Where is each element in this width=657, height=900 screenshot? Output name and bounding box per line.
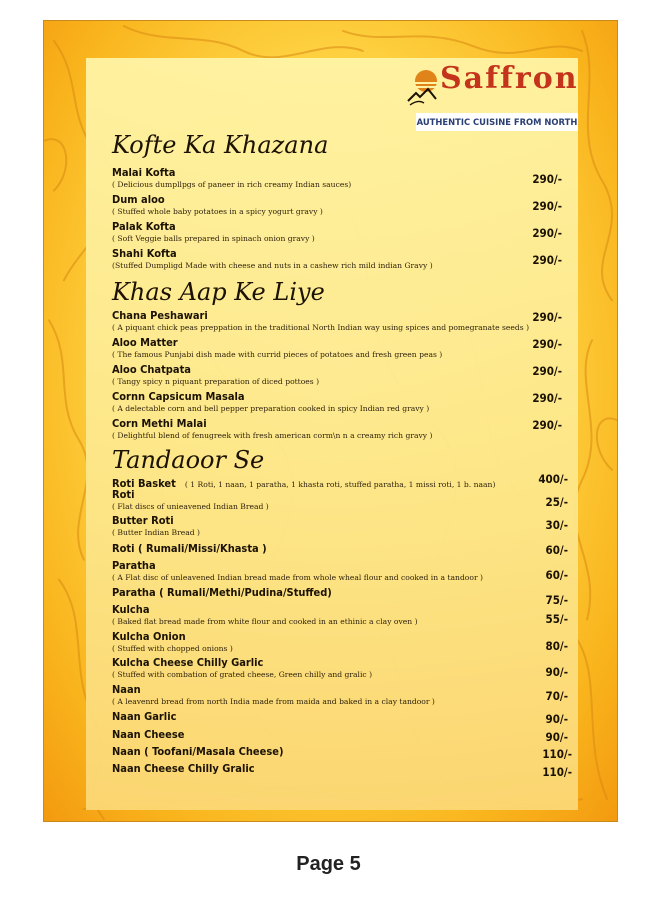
item-name: Palak Kofta bbox=[112, 220, 176, 233]
item-name: Malai Kofta bbox=[112, 166, 176, 179]
item-price: 290/- bbox=[532, 226, 562, 240]
item-price: 290/- bbox=[532, 253, 562, 267]
item-desc: ( A leavenrd bread from north India made from maida and baked in a clay tandoor ) bbox=[112, 697, 435, 706]
menu-item bbox=[112, 391, 562, 414]
menu-item bbox=[112, 167, 562, 190]
item-price: 290/- bbox=[532, 364, 562, 378]
section-title-khas: Khas Aap Ke Liye bbox=[112, 278, 325, 306]
item-name: Naan Cheese Chilly Gralic bbox=[112, 762, 255, 775]
menu-item bbox=[112, 656, 568, 680]
item-desc: ( Delicious dumpllpgs of paneer in rich creamy Indian sauces) bbox=[112, 180, 352, 189]
menu-item bbox=[112, 728, 568, 744]
item-name: Roti bbox=[112, 488, 135, 501]
item-desc: ( The famous Punjabi dish made with currid pieces of potatoes and fresh green peas ) bbox=[112, 350, 443, 359]
item-name: Roti Basket bbox=[112, 477, 176, 490]
item-desc: ( Delightful blend of fenugreek with fresh american corm\n n a creamy rich gravy ) bbox=[112, 431, 433, 440]
item-desc: ( Stuffed whole baby potatoes in a spicy yogurt gravy ) bbox=[112, 207, 323, 216]
item-desc: ( A Flat disc of unleavened Indian bread made from whole wheal flour and cooked in a tandoor ) bbox=[112, 573, 483, 582]
item-name: Paratha bbox=[112, 559, 156, 572]
item-price: 60/- bbox=[545, 543, 568, 557]
item-name: Cornn Capsicum Masala bbox=[112, 390, 245, 403]
item-price: 290/- bbox=[532, 391, 562, 405]
item-name: Kulcha Onion bbox=[112, 630, 186, 643]
section-title-kofte: Kofte Ka Khazana bbox=[112, 131, 329, 159]
menu-item bbox=[112, 310, 562, 333]
item-name: Naan ( Toofani/Masala Cheese) bbox=[112, 745, 284, 758]
item-name: Paratha ( Rumali/Methi/Pudina/Stuffed) bbox=[112, 586, 332, 599]
item-price: 90/- bbox=[545, 665, 568, 679]
menu-item bbox=[112, 542, 568, 557]
item-name: Kulcha Cheese Chilly Garlic bbox=[112, 656, 264, 669]
brand-tagline: AUTHENTIC CUISINE FROM NORTH bbox=[416, 113, 578, 131]
menu-item bbox=[112, 745, 572, 761]
menu-item bbox=[112, 221, 562, 244]
item-name: Chana Peshawari bbox=[112, 309, 208, 322]
item-desc: ( Stuffed with combation of grated cheese, Green chilly and gralic ) bbox=[112, 670, 373, 679]
item-price: 290/- bbox=[532, 199, 562, 213]
item-name: Aloo Matter bbox=[112, 336, 178, 349]
item-desc: ( A piquant chick peas preppation in the traditional North Indian way using spices and pomegranate seeds ) bbox=[112, 323, 530, 332]
item-price: 90/- bbox=[545, 730, 568, 744]
menu-item bbox=[112, 710, 568, 726]
menu-page bbox=[43, 20, 618, 822]
item-desc: ( Butter Indian Bread ) bbox=[112, 528, 200, 537]
item-desc: ( A delectable corn and bell pepper preparation cooked in spicy Indian red gravy ) bbox=[112, 404, 430, 413]
item-price: 290/- bbox=[532, 310, 562, 324]
menu-item bbox=[112, 364, 562, 387]
item-desc: ( Stuffed with chopped onions ) bbox=[112, 644, 233, 653]
menu-item bbox=[112, 194, 562, 217]
item-price: 400/- bbox=[538, 472, 568, 486]
item-name: Butter Roti bbox=[112, 514, 174, 527]
item-price: 110/- bbox=[542, 765, 572, 779]
menu-item bbox=[112, 630, 568, 654]
item-price: 290/- bbox=[532, 172, 562, 186]
menu-item bbox=[112, 418, 562, 441]
item-name: Naan Cheese bbox=[112, 728, 185, 741]
menu-item bbox=[112, 248, 562, 271]
item-price: 290/- bbox=[532, 337, 562, 351]
item-name: Corn Methi Malai bbox=[112, 417, 207, 430]
item-price: 70/- bbox=[545, 689, 568, 703]
item-price: 90/- bbox=[545, 712, 568, 726]
item-name: Naan Garlic bbox=[112, 710, 177, 723]
item-name: Dum aloo bbox=[112, 193, 165, 206]
item-price: 60/- bbox=[545, 568, 568, 582]
brand-name: Saffron bbox=[440, 61, 579, 96]
menu-item bbox=[112, 337, 562, 360]
saffron-logo bbox=[406, 63, 578, 149]
item-desc: ( Baked flat bread made from white flour and cooked in an ethinic a clay oven ) bbox=[112, 617, 418, 626]
menu-item bbox=[112, 586, 568, 607]
item-name: Naan bbox=[112, 683, 141, 696]
item-desc: ( Flat discs of unieavened Indian Bread ) bbox=[112, 502, 269, 511]
item-name: Kulcha bbox=[112, 603, 150, 616]
sun-bird-icon bbox=[406, 65, 442, 111]
item-desc: ( Tangy spicy n piquant preparation of diced pottoes ) bbox=[112, 377, 320, 386]
item-desc: (Stuffed Dumpligd Made with cheese and nuts in a cashew rich mild indian Gravy ) bbox=[112, 261, 433, 270]
item-name: Shahi Kofta bbox=[112, 247, 177, 260]
section-title-tandaoor: Tandaoor Se bbox=[112, 446, 265, 474]
menu-item bbox=[112, 559, 568, 583]
menu-item bbox=[112, 603, 568, 627]
item-price: 25/- bbox=[545, 495, 568, 509]
page-number-label: Page 5 bbox=[296, 853, 361, 875]
item-desc: ( 1 Roti, 1 naan, 1 paratha, 1 khasta roti, stuffed paratha, 1 missi roti, 1 b. naan) bbox=[184, 480, 496, 489]
item-desc: ( Soft Veggie balls prepared in spinach onion gravy ) bbox=[112, 234, 315, 243]
menu-item bbox=[112, 514, 568, 538]
item-price: 30/- bbox=[545, 518, 568, 532]
menu-item bbox=[112, 488, 568, 512]
menu-item bbox=[112, 683, 568, 707]
item-price: 55/- bbox=[545, 612, 568, 626]
item-price: 290/- bbox=[532, 418, 562, 432]
item-price: 75/- bbox=[545, 593, 568, 607]
item-name: Aloo Chatpata bbox=[112, 363, 191, 376]
menu-item bbox=[112, 762, 572, 779]
item-name: Roti ( Rumali/Missi/Khasta ) bbox=[112, 542, 267, 555]
item-price: 110/- bbox=[542, 747, 572, 761]
item-price: 80/- bbox=[545, 639, 568, 653]
